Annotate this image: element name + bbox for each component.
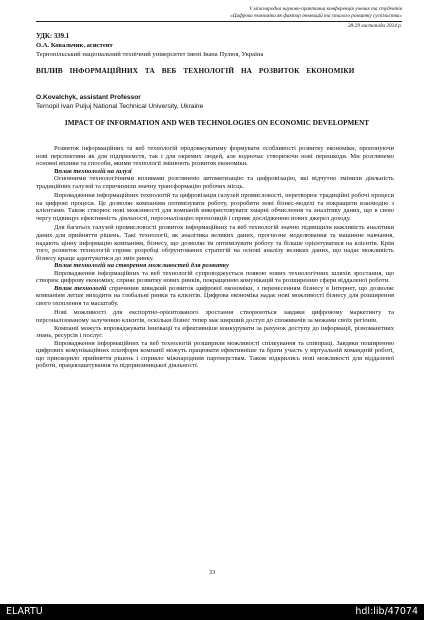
paragraph-growth-paths: Впровадження інформаційних та веб технологій супроводжується появою нових технологічних шляхів зростання, що створює цифрову економіку, сприяє розвитку нових ринків, покращенню комунікацій та розширенню сфери віддаленої роботи. bbox=[36, 269, 394, 285]
udk-code: УДК: 339.1 bbox=[36, 33, 70, 40]
article-body bbox=[36, 145, 394, 370]
repository-name: ELARTU bbox=[6, 606, 43, 617]
affiliation-ukrainian: Тернопільський національний технічний університет імені Івана Пулюя, Україна bbox=[36, 51, 264, 58]
affiliation-english: Ternopil Ivan Puljuj National Technical University, Ukraine bbox=[36, 103, 204, 110]
header-divider bbox=[36, 21, 402, 22]
section-heading-industries: Вплив технологій на галузі bbox=[54, 167, 132, 175]
section-heading-opportunities: Вплив технологій на створення можливостей для розвитку bbox=[54, 262, 229, 270]
conference-header bbox=[72, 6, 402, 20]
title-english: IMPACT OF INFORMATION AND WEB TECHNOLOGIES ON ECONOMIC DEVELOPMENT bbox=[64, 119, 370, 127]
paragraph-communication: Впровадження інформаційних та веб технологій розширили можливості спілкування та співпраці. Завдяки поширенню цифрових комунікаційних платформ компанії можуть працювати ефективніше та брати участь у віртуальній командній роботі, що прискорило прийняття рішень і сприяло міжнародним партнерствам. Також відкрились нові можливості для віддаленої роботи, працевлаштування та підприємницької діяльності. bbox=[36, 339, 394, 370]
paragraph-digitalization: Впровадження інформаційних технологій та цифровізація галузей промисловості, перетворює традиційні робочі процеси на цифрові процеси. Це дозволяє компаніям оптимізувати роботу, розробити нові бізнес-моделі та покращити взаємодію з клієнтами. Також створює нові можливості для компаній використовувати хмарні обчислення та аналітику даних, що в свою чергу підвищує ефективність діяльності, персоналізацію пропозицій і сприяє дослідженню нових джерел доходу. bbox=[36, 192, 394, 222]
author-english: O.Kovalchyk, assistant Professor bbox=[36, 94, 141, 101]
handle-identifier: hdl:lib/47074 bbox=[355, 606, 418, 617]
conference-header-line2: «Цифрова економіка як фактор інновацій та сталого розвитку суспільства» bbox=[230, 12, 402, 19]
conference-header-line1: V міжнародна науково-практична конференція учених та студентів bbox=[249, 6, 402, 12]
paragraph-digital-economy-text: спричинив швидкий розвиток цифрової економіки, з перенесенням бізнесу в Інтернет, що дозволяє компаніям легше виходити на глобальні ринки та клієнтів. Цифрова економіка надає нові можливості бізнесу для розширення свого охоплення та масштабу. bbox=[36, 284, 394, 307]
repository-footer bbox=[0, 604, 424, 620]
paragraph-export-growth: Нові можливості для експортно-орієнтованого зростання створюються завдяки цифровому маркетингу та персоналізованому залученню клієнтів, оскільки бізнес тепер має ширший доступ до споживачів за межами своїх регіонів. bbox=[36, 309, 394, 325]
title-ukrainian: ВПЛИВ ІНФОРМАЦІЙНИХ ТА ВЕБ ТЕХНОЛОГІЙ НА РОЗВИТОК ЕКОНОМІКИ bbox=[36, 67, 355, 75]
paragraph-digital-economy bbox=[36, 285, 394, 308]
page-number: 33 bbox=[208, 569, 216, 576]
paragraph-data-analytics: Для багатьох галузей промисловості розвиток інформаційних та веб технологій значно підвищили важливість аналітики даних для прийняття рішень. Такі технології, як аналітика великих даних, прогнозне моделювання та машинне навчання, надають цінну інформацію компаніям, бізнесу, що дозволяє їм оптимізувати роботу та більше орієнтуватися на клієнтів. Крім того, розвиток технологій сприяє розробці обґрунтованих стратегій на основі аналізу великих даних, що надає можливість бізнесу краще адаптуватися до змін ринку. bbox=[36, 224, 394, 262]
paragraph-automation: Основними технологічними впливами розглянемо автоматизацію та цифровізацію, які відчутно змінили діяльність традиційних галузей та спричинили значну трансформацію робочих місць. bbox=[36, 175, 394, 190]
paragraph-lead-phrase: Вплив технологій bbox=[54, 284, 107, 292]
paragraph-innovation: Компанії можуть впроваджувати інновації та ефективніше конкурувати за рахунок доступу до інформації, різноманітних знань, ресурсів і послуг. bbox=[36, 324, 394, 340]
paragraph-intro: Розвиток інформаційних та веб технологій продовжуватиму формувати особливості розвитку економіки, пропонуючи нові перспективи як для підприємств, так і для окремих людей, але водночас створюючи нові перешкоди. Ми розглянемо основні впливи та способи, якими технології змінюють розвиток економіки. bbox=[36, 145, 394, 168]
conference-date: 28-29 листопада 2024 р. bbox=[347, 23, 402, 29]
author-ukrainian: О.А. Ковальчик, асистент bbox=[36, 42, 113, 49]
